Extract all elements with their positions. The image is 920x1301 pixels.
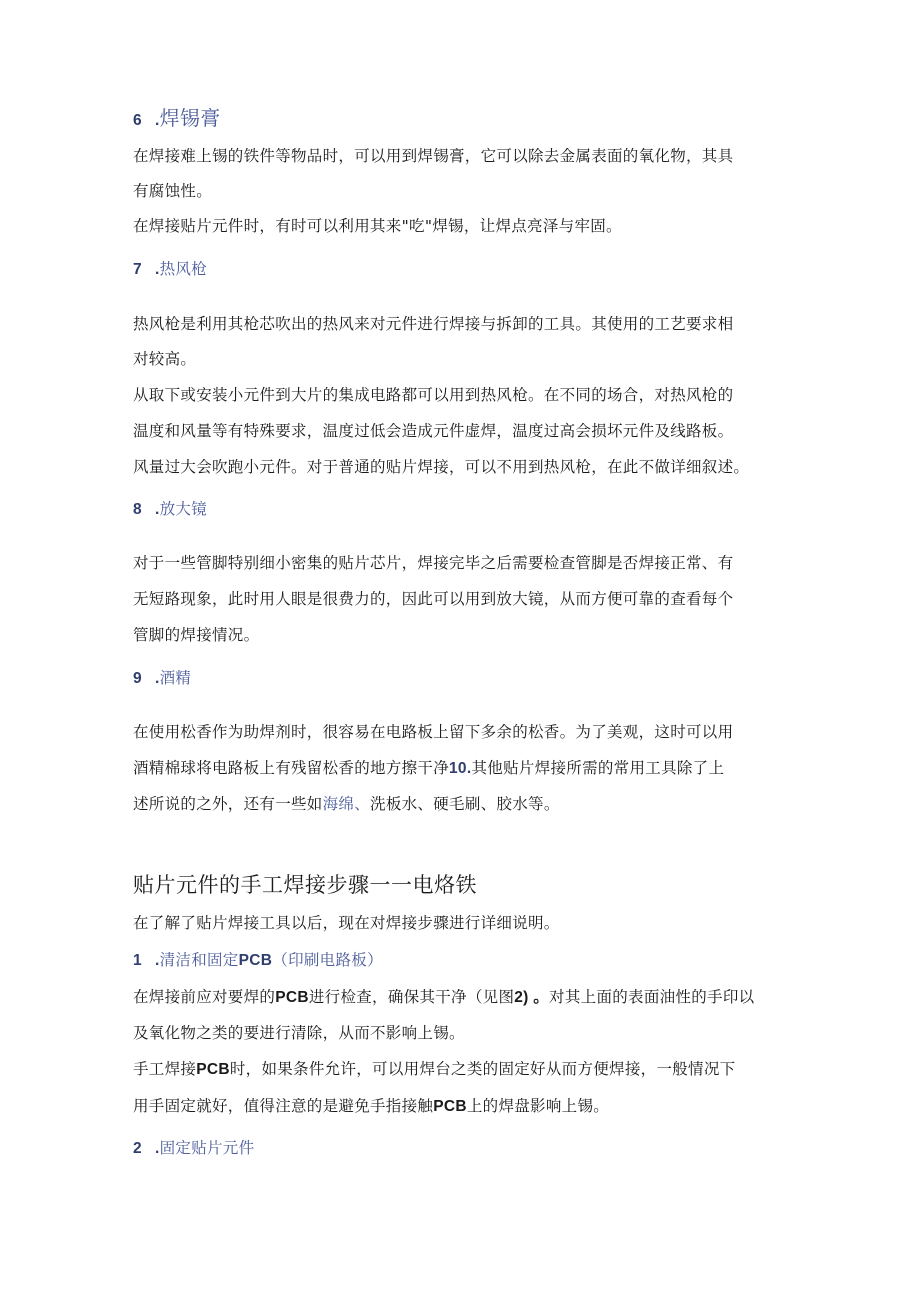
paragraph-line xyxy=(133,757,724,780)
paragraph-line: 无短路现象，此时用人眼是很费力的，因此可以用到放大镜，从而方便可靠的查看每个 xyxy=(133,590,734,608)
acronym-text: PCB xyxy=(275,989,309,1006)
text-run: 述所说的之外，还有一些如 xyxy=(133,795,323,813)
paragraph-line xyxy=(133,793,560,815)
heading-dot: . xyxy=(155,952,160,969)
heading-dot: . xyxy=(155,501,160,518)
heading-title: 焊锡膏 xyxy=(159,106,221,130)
paragraph-line xyxy=(133,986,754,1009)
section-title: 贴片元件的手工焊接步骤一一电烙铁 xyxy=(133,873,477,897)
text-run: 用手固定就好，值得注意的是避免手指接触 xyxy=(133,1097,434,1115)
heading-number: 8 xyxy=(133,501,142,518)
paragraph-line: 温度和风量等有特殊要求，温度过低会造成元件虚焊，温度过高会损坏元件及线路板。 xyxy=(133,422,734,440)
heading-7 xyxy=(133,258,207,281)
heading-title: 酒精 xyxy=(159,669,192,687)
text-run: 洗板水、硬毛刷、胶水等。 xyxy=(370,795,560,813)
heading-number: 2 xyxy=(133,1140,142,1157)
heading-number: 1 xyxy=(133,952,142,969)
heading-6 xyxy=(133,107,221,132)
paragraph-line: 及氧化物之类的要进行清除，从而不影响上锡。 xyxy=(133,1024,465,1042)
paragraph-line: 在使用松香作为助焊剂时，很容易在电路板上留下多余的松香。为了美观，这时可以用 xyxy=(133,723,734,741)
inline-number: 10. xyxy=(449,760,472,777)
text-run: 进行检查，确保其干净（见图 xyxy=(308,988,515,1006)
highlighted-text: 海绵、 xyxy=(322,795,371,813)
paragraph-line: 管脚的焊接情况。 xyxy=(133,626,260,644)
text-run: 在焊接前应对要焊的 xyxy=(133,988,276,1006)
heading-title-suffix: （印刷电路板） xyxy=(272,951,383,969)
heading-number: 9 xyxy=(133,670,142,687)
paragraph-line: 在了解了贴片焊接工具以后，现在对焊接步骤进行详细说明。 xyxy=(133,914,560,932)
paragraph-line: 从取下或安装小元件到大片的集成电路都可以用到热风枪。在不同的场合，对热风枪的 xyxy=(133,386,734,404)
heading-9 xyxy=(133,667,191,690)
heading-dot: . xyxy=(155,261,160,278)
acronym-text: PCB xyxy=(433,1098,467,1115)
text-run: 手工焊接 xyxy=(133,1060,197,1078)
text-run: 时，如果条件允许，可以用焊台之类的固定好从而方便焊接，一般情况下 xyxy=(229,1060,736,1078)
step-heading-1 xyxy=(133,949,383,972)
heading-number: 6 xyxy=(133,112,142,129)
paragraph-line xyxy=(133,1095,609,1118)
paragraph-line: 风量过大会吹跑小元件。对于普通的贴片焊接，可以不用到热风枪，在此不做详细叙述。 xyxy=(133,458,750,476)
heading-acronym: PCB xyxy=(238,952,273,969)
heading-title: 热风枪 xyxy=(159,260,208,278)
heading-title: 清洁和固定 xyxy=(159,951,239,969)
paragraph-line: 有腐蚀性。 xyxy=(133,182,213,200)
text-run: 对其上面的表面油性的手印以 xyxy=(549,988,755,1006)
paragraph-line: 对较高。 xyxy=(133,350,197,368)
heading-dot: . xyxy=(155,670,160,687)
heading-dot: . xyxy=(155,112,160,129)
paragraph-line: 热风枪是利用其枪芯吹出的热风来对元件进行焊接与拆卸的工具。其使用的工艺要求相 xyxy=(133,315,734,333)
figure-ref: 2) 。 xyxy=(514,989,550,1006)
text-run: 其他贴片焊接所需的常用工具除了上 xyxy=(471,759,725,777)
paragraph-line: 在焊接贴片元件时，有时可以利用其来"吃"焊锡，让焊点亮泽与牢固。 xyxy=(133,217,622,235)
paragraph-line xyxy=(133,1058,735,1081)
heading-title: 固定贴片元件 xyxy=(159,1139,255,1157)
step-heading-2 xyxy=(133,1137,254,1160)
heading-title: 放大镜 xyxy=(159,500,208,518)
paragraph-line: 在焊接难上锡的铁件等物品时，可以用到焊锡膏，它可以除去金属表面的氧化物，其具 xyxy=(133,147,734,165)
text-run: 上的焊盘影响上锡。 xyxy=(466,1097,610,1115)
heading-number: 7 xyxy=(133,261,142,278)
text-run: 酒精棉球将电路板上有残留松香的地方擦干净 xyxy=(133,759,450,777)
acronym-text: PCB xyxy=(196,1061,230,1078)
heading-8 xyxy=(133,498,207,521)
heading-dot: . xyxy=(155,1140,160,1157)
paragraph-line: 对于一些管脚特别细小密集的贴片芯片，焊接完毕之后需要检查管脚是否焊接正常、有 xyxy=(133,554,734,572)
